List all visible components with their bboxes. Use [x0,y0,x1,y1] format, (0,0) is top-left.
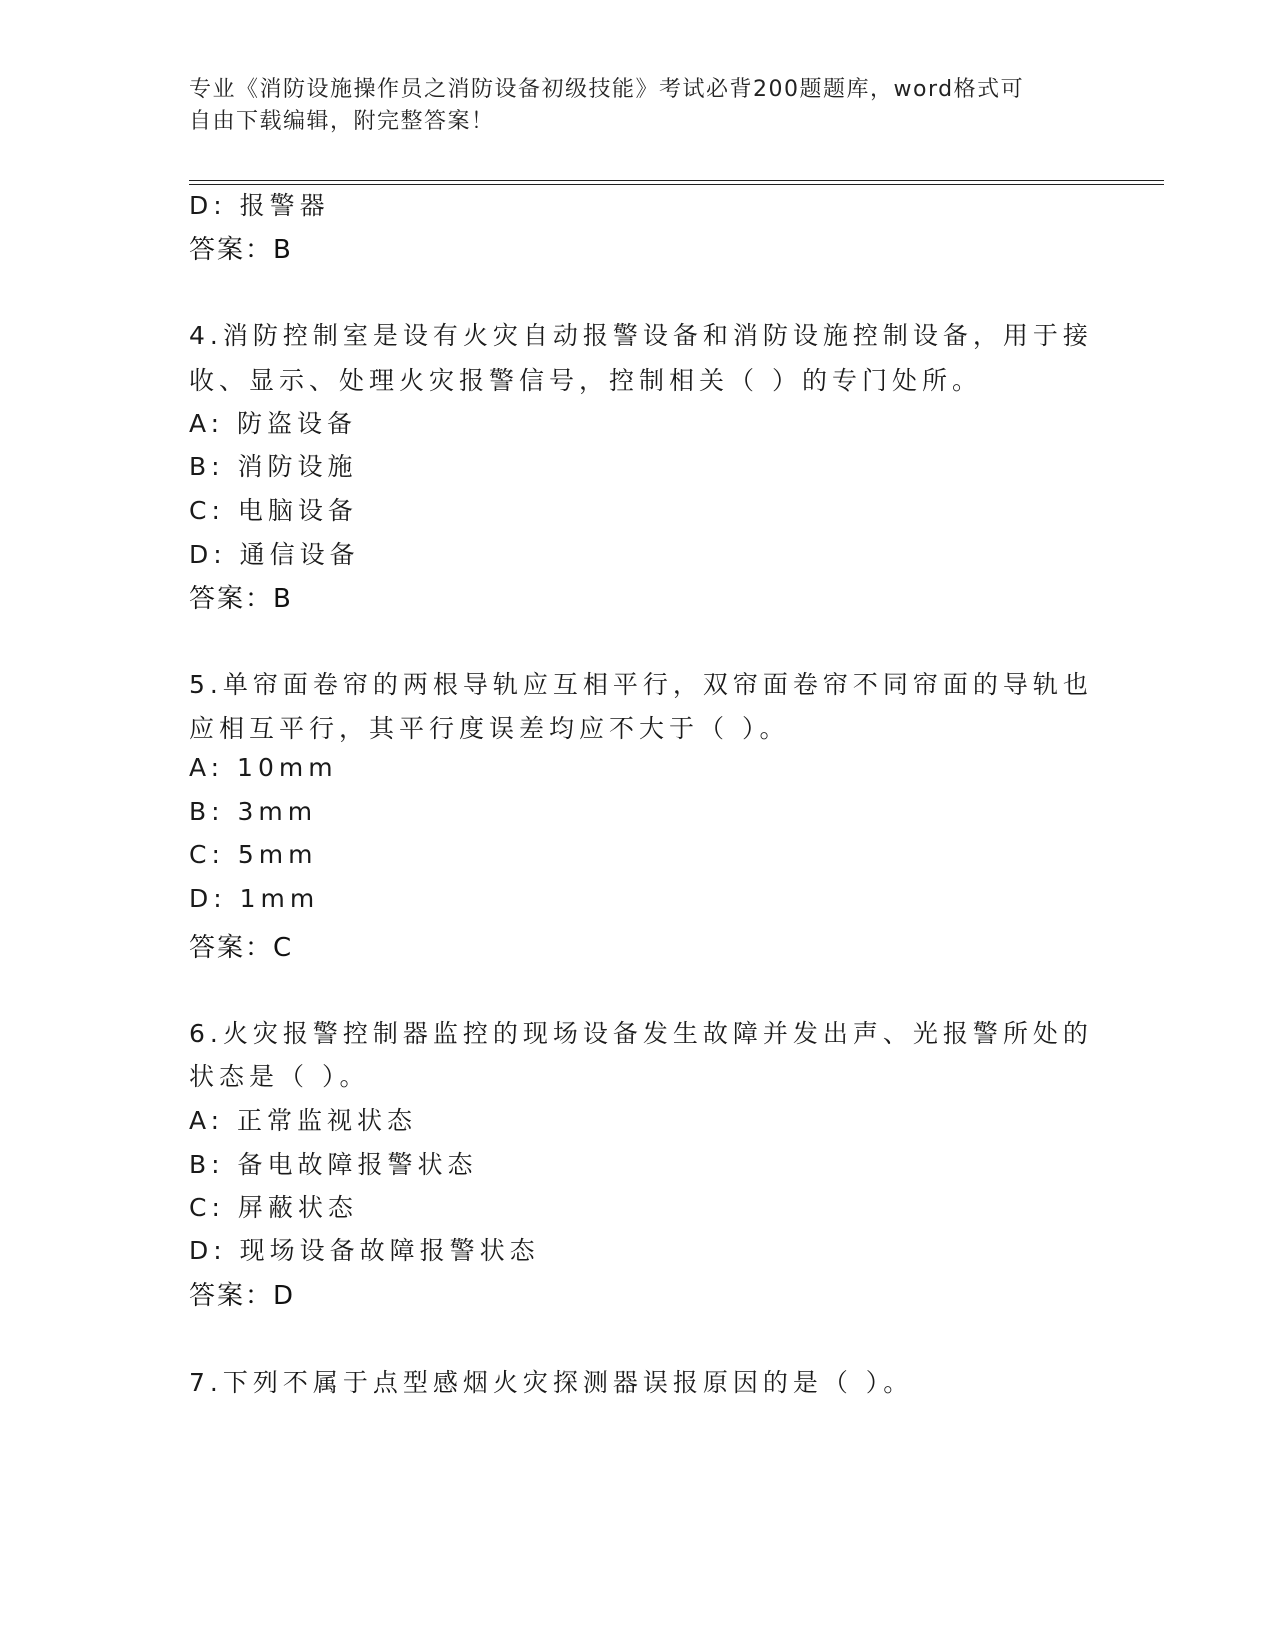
answer-q3: 答案：B [189,235,293,265]
question-6-line-2: 状态是（ ）。 [189,1062,370,1091]
option-d-q3: D: 报警器 [189,191,330,220]
question-4-line-2: 收、显示、处理火灾报警信号，控制相关（ ）的专门处所。 [189,366,982,395]
header-divider-secondary [189,184,1164,185]
option-d-q5: D: 1mm [189,884,320,913]
question-5-line-2: 应相互平行，其平行度误差均应不大于（ ）。 [189,714,790,743]
header-line-2: 自由下载编辑，附完整答案！ [189,109,495,134]
option-a-q4: A: 防盗设备 [189,409,358,438]
option-d-q6: D: 现场设备故障报警状态 [189,1236,540,1265]
question-7-line-1: 7.下列不属于点型感烟火灾探测器误报原因的是（ ）。 [189,1368,914,1397]
option-b-q5: B: 3mm [189,797,318,826]
question-4-line-1: 4.消防控制室是设有火灾自动报警设备和消防设施控制设备，用于接 [189,321,1093,350]
option-d-q4: D: 通信设备 [189,540,360,569]
option-b-q4: B: 消防设施 [189,452,358,481]
option-a-q6: A: 正常监视状态 [189,1106,418,1135]
option-c-q6: C: 屏蔽状态 [189,1193,358,1222]
header-line-1: 专业《消防设施操作员之消防设备初级技能》考试必背200题题库，word格式可 [189,77,1025,102]
question-5-line-1: 5.单帘面卷帘的两根导轨应互相平行，双帘面卷帘不同帘面的导轨也 [189,670,1093,699]
answer-q4: 答案：B [189,584,293,614]
option-c-q4: C: 电脑设备 [189,496,358,525]
answer-q5: 答案：C [189,933,294,963]
page-header [189,74,1069,138]
header-divider [189,180,1164,181]
option-a-q5: A: 10mm [189,753,338,782]
question-6-line-1: 6.火灾报警控制器监控的现场设备发生故障并发出声、光报警所处的 [189,1019,1093,1048]
option-c-q5: C: 5mm [189,840,318,869]
option-b-q6: B: 备电故障报警状态 [189,1150,478,1179]
answer-q6: 答案：D [189,1281,296,1311]
